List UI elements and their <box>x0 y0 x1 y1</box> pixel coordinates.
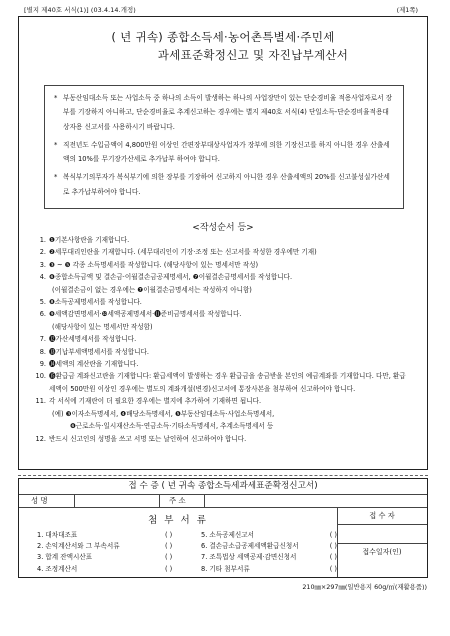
step-number: 3. <box>39 260 46 269</box>
step-subtext: ❻근로소득·일시재산소득·연금소득·기타소득명세서, 추계소득명세서 등 <box>70 422 274 431</box>
cut-line <box>18 475 428 476</box>
step-text: ❷세무대리인란을 기재합니다. (세무대리인이 기장·조정 또는 신고서를 작성한 경우에만 기재) <box>49 248 317 257</box>
attachment-item: 6. 결손금소급공제세액환급신청서 <box>201 542 299 551</box>
divider <box>74 494 75 507</box>
attachment-count: ( ) <box>329 553 337 562</box>
step-text: 각 서식에 기재란이 더 필요한 경우에는 별지에 추가하여 기재하면 됩니다. <box>49 397 262 406</box>
form-title-line1: ( 년 귀속) 종합소득세·농어촌특별세·주민세 <box>111 30 335 44</box>
step-subtext: (해당사항이 있는 명세서만 작성함) <box>52 322 153 331</box>
notice-box <box>44 85 404 209</box>
step-item <box>32 395 407 407</box>
step-number: 5. <box>39 298 46 307</box>
step-text: ❾세액감면명세서·❿세액공제명세서·⓫준비금명세서를 작성합니다. <box>49 310 242 319</box>
step-number: 2. <box>39 248 46 257</box>
attachment-item: 7. 조특법상 세액공제·감면신청서 <box>201 553 297 562</box>
step-text: ❻종합소득금액 및 결손금·이월결손금공제명세서, ❼이월결손금명세서를 작성합니다. <box>49 273 293 282</box>
step-text: ⓮세액의 계산란을 기재합니다. <box>49 360 139 369</box>
notice-item <box>54 91 395 134</box>
notice-text: 복식부기의무자가 복식부기에 의한 장부를 기장하여 신고하지 아니한 경우 산출세액의 20%를 신고불성실가산세로 추가납부하여야 합니다. <box>63 173 390 196</box>
step-number: 4. <box>39 273 46 282</box>
attachment-item: 3. 합계 잔액시산표 <box>37 553 93 562</box>
notice-item <box>54 138 395 167</box>
asterisk-mark: * <box>54 94 58 102</box>
attachment-count: ( ) <box>329 542 337 551</box>
step-item <box>32 308 407 320</box>
attachment-row <box>37 564 337 575</box>
step-item <box>32 246 407 258</box>
step-item <box>32 271 407 283</box>
page-number: (제1쪽) <box>396 6 418 14</box>
step-number: 1. <box>39 236 46 244</box>
attachments-heading: 첨 부 서 류 <box>148 515 208 526</box>
step-number: 11. <box>35 397 46 406</box>
step-number: 12. <box>35 434 46 443</box>
form-main-frame <box>18 16 428 470</box>
attachment-row <box>37 541 337 552</box>
step-text: ❶기본사항란을 기재합니다. <box>49 236 130 244</box>
address-label: 주 소 <box>169 496 186 505</box>
attachment-count: ( ) <box>329 531 337 539</box>
step-subtext: (이월결손금이 없는 경우에는 ❼이월결손금명세서는 작성하지 아니함) <box>52 285 252 294</box>
attachment-row <box>37 530 337 541</box>
attachment-count: ( ) <box>165 564 173 573</box>
step-number: 9. <box>39 360 46 369</box>
step-text: ⓭기납부세액명세서를 작성합니다. <box>49 347 149 356</box>
step-item <box>32 333 407 345</box>
attachment-count: ( ) <box>329 564 337 573</box>
step-number: 10. <box>35 372 46 381</box>
name-label: 성 명 <box>31 496 48 505</box>
step-text: ⓬가산세명세서를 작성합니다. <box>49 335 137 344</box>
paper-spec: 210㎜×297㎜(일반용지 60g/㎡(재활용품)) <box>302 583 427 591</box>
step-text: 반드시 신고인의 성명을 쓰고 서명 또는 날인하여 신고하여야 합니다. <box>49 434 247 443</box>
attachment-count: ( ) <box>165 553 173 562</box>
attachment-item: 1. 대차대조표 <box>37 531 78 539</box>
receipt-date-label: 접수일자(인) <box>337 543 427 561</box>
steps-list <box>32 234 407 445</box>
receipt-frame <box>18 478 428 578</box>
attachment-item: 8. 기타 첨부서류 <box>201 564 250 573</box>
notice-item <box>54 170 395 199</box>
attachment-count: ( ) <box>165 531 173 539</box>
asterisk-mark: * <box>54 173 58 182</box>
form-number: [별지 제40호 서식(1)] (03.4.14.개정) <box>24 6 136 14</box>
step-text: ❽소득공제명세서를 작성합니다. <box>49 298 142 307</box>
step-item <box>32 433 407 445</box>
step-item <box>32 358 407 370</box>
attachment-item: 2. 손익계산서와 그 부속서류 <box>37 542 120 551</box>
step-text: ❸ ~ ❺ 각종 소득명세서를 작성합니다. (해당사항이 있는 명세서만 작성) <box>49 260 259 269</box>
step-item <box>32 234 407 246</box>
steps-heading: <작성순서 등> <box>192 223 254 233</box>
receipt-name-row <box>19 494 427 508</box>
step-number: 7. <box>39 335 46 344</box>
step-subtext: (예) ❸이자소득명세서, ❹배당소득명세서, ❺부동산임대소득·사업소득명세서, <box>52 409 275 418</box>
divider <box>159 494 160 507</box>
receiver-label: 접 수 자 <box>337 507 427 525</box>
notice-text: 직전년도 수입금액이 4,800만원 이상인 간편장부대상사업자가 장부에 의한 기장신고를 하지 아니한 경우 산출세액의 10%를 무기장가산세로 추가납부 하여야 합니다. <box>63 140 390 164</box>
attachments-list <box>37 530 337 575</box>
receipt-title: 접 수 증 ( 년 귀속 종합소득세과세표준확정신고서) <box>19 479 427 495</box>
notice-text: 부동산임대소득 또는 사업소득 중 하나의 소득이 발생하는 하나의 사업장만이 있는 단순경비율 적용사업자로서 장부를 기장하지 아니하고, 단순경비율로 추계신고하는 경우에는 별지 제40호 서식(4) 단일소득-단순경비율적용대상자용 신고서를 사용하시기 바랍니다. <box>63 94 393 131</box>
step-item <box>32 370 407 395</box>
step-item <box>32 296 407 308</box>
form-title-line2: 과세표준확정신고 및 자진납부계산서 <box>157 48 349 62</box>
step-text: ⓯환급금 계좌신고란을 기재합니다: 환급세액이 발생하는 경우 환급금을 송금받을 본인의 예금계좌를 기재합니다. 다만, 환급세액이 500만원 이상인 경우에는 별도의 계좌개설(변경)신고서에 통장사본을 첨부하여 신고하여야 합니다. <box>49 372 406 393</box>
step-number: 6. <box>39 310 46 319</box>
attachment-item: 5. 소득공제신고서 <box>201 531 254 539</box>
step-number: 8. <box>39 347 46 356</box>
divider <box>204 494 205 507</box>
asterisk-mark: * <box>54 140 58 149</box>
step-item <box>32 259 407 271</box>
attachment-row <box>37 552 337 563</box>
attachment-count: ( ) <box>165 542 173 551</box>
attachment-item: 4. 조정계산서 <box>37 564 78 573</box>
step-item <box>32 346 407 358</box>
